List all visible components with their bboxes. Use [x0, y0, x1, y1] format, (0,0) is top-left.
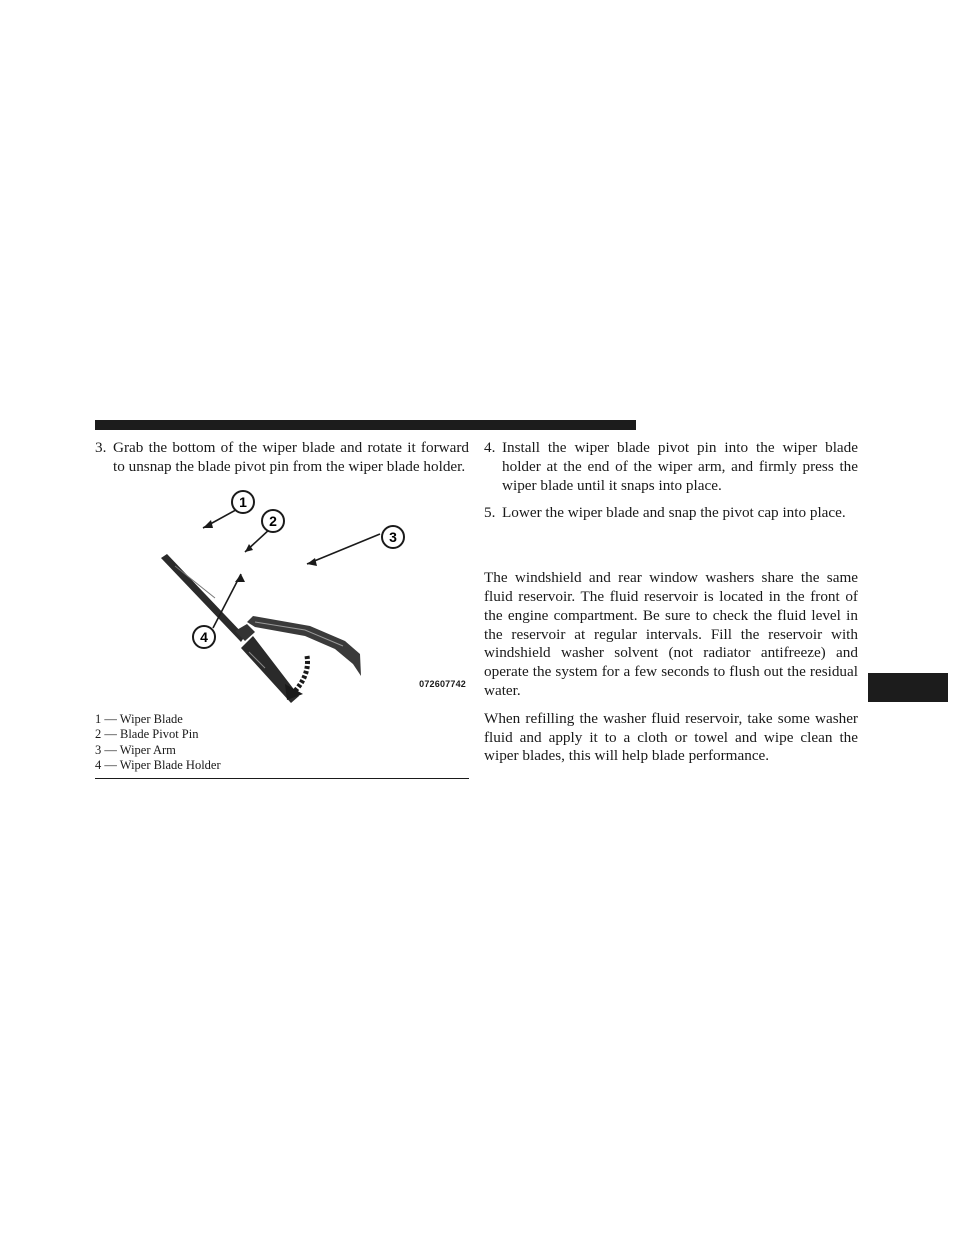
right-column [484, 439, 858, 775]
refilling-paragraph: When refilling the washer fluid reservoir, take some washer fluid and apply it to a cloth or towel and wipe clean the wiper blades, this will help blade performance. [484, 709, 858, 765]
step-text: Install the wiper blade pivot pin into the wiper blade holder at the end of the wiper arm, and firmly press the wiper blade until it snaps into place. [502, 439, 858, 494]
rotation-arrow [295, 656, 308, 691]
figure-code: 072607742 [419, 678, 466, 689]
legend-item: 4 — Wiper Blade Holder [95, 758, 221, 773]
legend-item: 2 — Blade Pivot Pin [95, 727, 199, 742]
wiper-illustration [95, 486, 469, 706]
step-text: Grab the bottom of the wiper blade and rotate it forward to unsnap the blade pivot pin from the wiper blade holder. [113, 439, 469, 475]
legend-item: 1 — Wiper Blade [95, 711, 183, 726]
callout-2: 2 [269, 512, 277, 529]
step-3 [95, 439, 469, 477]
step-text: Lower the wiper blade and snap the pivot cap into place. [502, 504, 846, 522]
callout-1: 1 [239, 493, 247, 510]
callout-3: 3 [389, 528, 397, 545]
step-number: 4. [484, 439, 496, 456]
left-column [95, 439, 469, 779]
section-header-bar [95, 420, 636, 430]
legend-divider [95, 778, 469, 779]
legend-item: 3 — Wiper Arm [95, 742, 176, 757]
step-number: 3. [95, 439, 107, 456]
step-5 [484, 504, 858, 523]
wiper-blade-figure [95, 486, 469, 706]
washer-reservoir-paragraph: The windshield and rear window washers share the same fluid reservoir. The fluid reservoir is located in the front of the engine compartment. Be sure to check the fluid level in the reservoir at regular intervals. Fill the reservoir with windshield washer solvent (not radiator antifreeze) and operate the system for a few seconds to flush out the residual water. [484, 569, 858, 699]
chapter-tab-marker [868, 673, 948, 702]
figure-legend [95, 712, 469, 774]
step-4 [484, 439, 858, 495]
callout-4: 4 [200, 628, 208, 645]
step-number: 5. [484, 504, 496, 522]
